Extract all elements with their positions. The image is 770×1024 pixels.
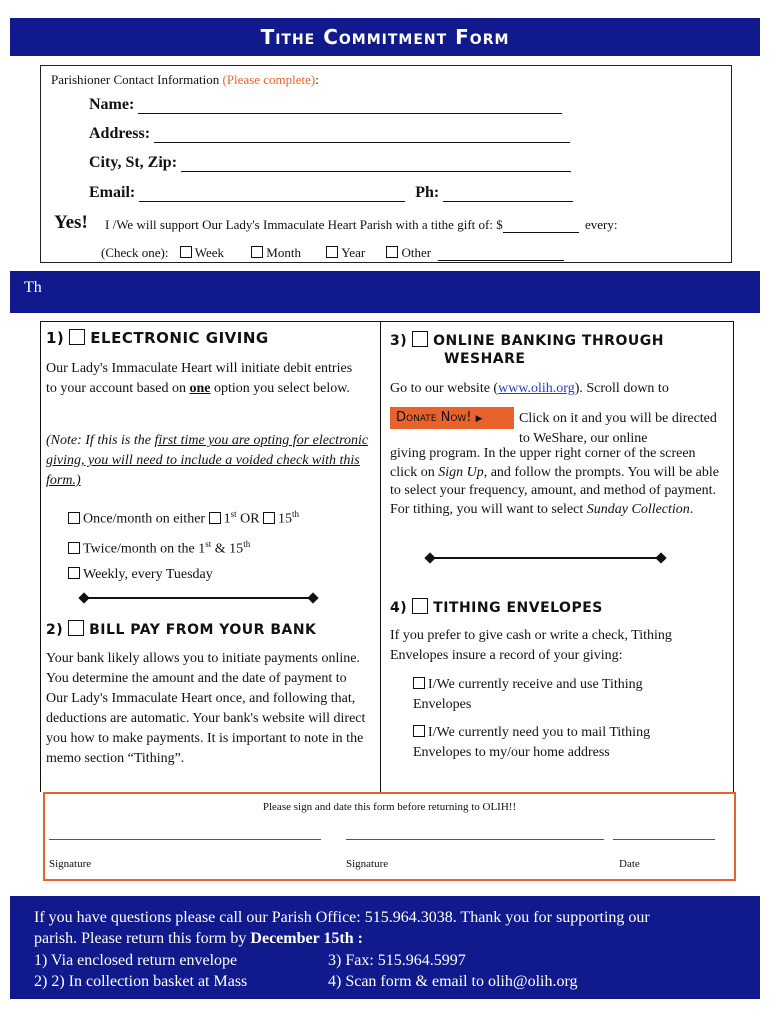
- date-line[interactable]: [613, 839, 715, 840]
- electronic-giving-checkbox[interactable]: [69, 329, 85, 345]
- frequency-week[interactable]: Week: [180, 245, 224, 260]
- footer-line1: If you have questions please call our Parish Office: 515.964.3038. Thank you for supporting our: [34, 909, 650, 926]
- frequency-year[interactable]: Year: [326, 245, 365, 260]
- option-once-month[interactable]: Once/month on either 1st OR 15th: [68, 504, 299, 530]
- amount-input-line[interactable]: [503, 221, 579, 233]
- section3-body: giving program. In the upper right corner of the screen click on Sign Up, and follow the prompts. You will be able to select your frequency, amount, and method of payment. For tithing, you will want to select Sunday Collection.: [390, 446, 719, 517]
- section3-heading: 3) ONLINE BANKING THROUGH WESHARE: [390, 333, 664, 367]
- section1-heading: 1) ELECTRONIC GIVING: [46, 329, 269, 347]
- checkbox-icon[interactable]: [413, 677, 425, 689]
- section3-click-text: Click on it and you will be directed to WeShare, our online: [519, 411, 717, 446]
- yes-label: Yes!: [54, 212, 88, 233]
- checkbox-icon[interactable]: [326, 246, 338, 258]
- name-input-line[interactable]: [138, 98, 562, 114]
- other-input-line[interactable]: [438, 249, 564, 261]
- frequency-row: (Check one): Week Month Year Other: [101, 245, 564, 261]
- signature-box: [43, 792, 736, 881]
- checkbox-icon[interactable]: [209, 512, 221, 524]
- section3-goto: Go to our website (www.olih.org). Scroll down to: [390, 381, 669, 396]
- envelope-option-receive[interactable]: I/We currently receive and use Tithing Envelopes: [413, 677, 643, 712]
- option-weekly[interactable]: Weekly, every Tuesday: [68, 565, 213, 585]
- frequency-other[interactable]: Other: [386, 245, 431, 260]
- checkbox-icon[interactable]: [413, 725, 425, 737]
- return-option-2: 2) 2) In collection basket at Mass: [34, 973, 248, 990]
- bill-pay-checkbox[interactable]: [68, 620, 84, 636]
- return-option-4: 4) Scan form & email to olih@olih.org: [328, 973, 578, 990]
- phone-input-line[interactable]: [443, 186, 573, 202]
- name-field[interactable]: Name:: [89, 96, 562, 114]
- option-twice-month[interactable]: Twice/month on the 1st & 15th: [68, 534, 250, 560]
- divider-line: [84, 597, 314, 599]
- checkbox-icon[interactable]: [251, 246, 263, 258]
- signature-instruction: Please sign and date this form before returning to OLIH!!: [262, 801, 517, 813]
- signature-line-2[interactable]: [346, 839, 604, 840]
- section4-body: If you prefer to give cash or write a check, Tithing Envelopes insure a record of your giving:: [390, 628, 672, 663]
- email-input-line[interactable]: [139, 186, 405, 202]
- city-input-line[interactable]: [181, 156, 571, 172]
- date-label: Date: [619, 858, 640, 870]
- form-title-bar: [10, 18, 760, 56]
- pledge-line: I /We will support Our Lady's Immaculate Heart Parish with a tithe gift of: $ every:: [105, 217, 618, 232]
- checkbox-icon[interactable]: [386, 246, 398, 258]
- section4-heading: 4) TITHING ENVELOPES: [390, 600, 603, 616]
- website-link[interactable]: www.olih.org: [498, 381, 575, 396]
- section1-intro: Our Lady's Immaculate Heart will initiate debit entries to your account based on one option you select below.: [46, 361, 353, 396]
- signature-line-1[interactable]: [49, 839, 321, 840]
- divider-line: [430, 557, 662, 559]
- checkbox-icon[interactable]: [68, 542, 80, 554]
- frequency-month[interactable]: Month: [251, 245, 301, 260]
- signature-label-2: Signature: [346, 858, 389, 870]
- online-banking-checkbox[interactable]: [412, 331, 428, 347]
- donate-now-button[interactable]: Donate Now! ▶: [390, 407, 514, 429]
- checkbox-icon[interactable]: [68, 512, 80, 524]
- section2-body: Your bank likely allows you to initiate payments online. You determine the amount and the date of payment to Our Lady's Immaculate Heart once, and following that, deductions are automatic. Your bank's website will direct you how to make payments. It is important to note in the memo section “Tithing”.: [46, 651, 366, 766]
- band-text: Th: [24, 279, 42, 296]
- footer-contact-bar: [10, 896, 760, 999]
- phone-label: Ph:: [415, 184, 440, 201]
- contact-info-box: [40, 65, 732, 263]
- return-option-1: 1) Via enclosed return envelope: [34, 952, 238, 969]
- address-field[interactable]: Address:: [89, 125, 570, 143]
- email-field[interactable]: Email: Ph:: [89, 184, 573, 202]
- return-option-3: 3) Fax: 515.964.5997: [328, 952, 466, 969]
- envelope-option-mail[interactable]: I/We currently need you to mail Tithing Envelopes to my/our home address: [413, 725, 651, 760]
- checkbox-icon[interactable]: [180, 246, 192, 258]
- arrow-right-icon: ▶: [475, 414, 483, 424]
- contact-heading: Parishioner Contact Information (Please complete):: [51, 72, 319, 87]
- please-complete-note: (Please complete): [222, 72, 316, 87]
- footer-line2: parish. Please return this form by December 15th :: [34, 930, 363, 947]
- checkbox-icon[interactable]: [68, 567, 80, 579]
- checkbox-icon[interactable]: [263, 512, 275, 524]
- address-input-line[interactable]: [154, 127, 570, 143]
- section1-note: (Note: If this is the first time you are opting for electronic giving, you will need to include a voided check with this form.): [46, 433, 369, 488]
- form-title: Tithe Commitment Form: [260, 25, 510, 49]
- section2-heading: 2) BILL PAY FROM YOUR BANK: [46, 622, 317, 638]
- city-field[interactable]: City, St, Zip:: [89, 154, 571, 172]
- tithing-envelopes-checkbox[interactable]: [412, 598, 428, 614]
- signature-label-1: Signature: [49, 858, 92, 870]
- section-band: [10, 271, 760, 313]
